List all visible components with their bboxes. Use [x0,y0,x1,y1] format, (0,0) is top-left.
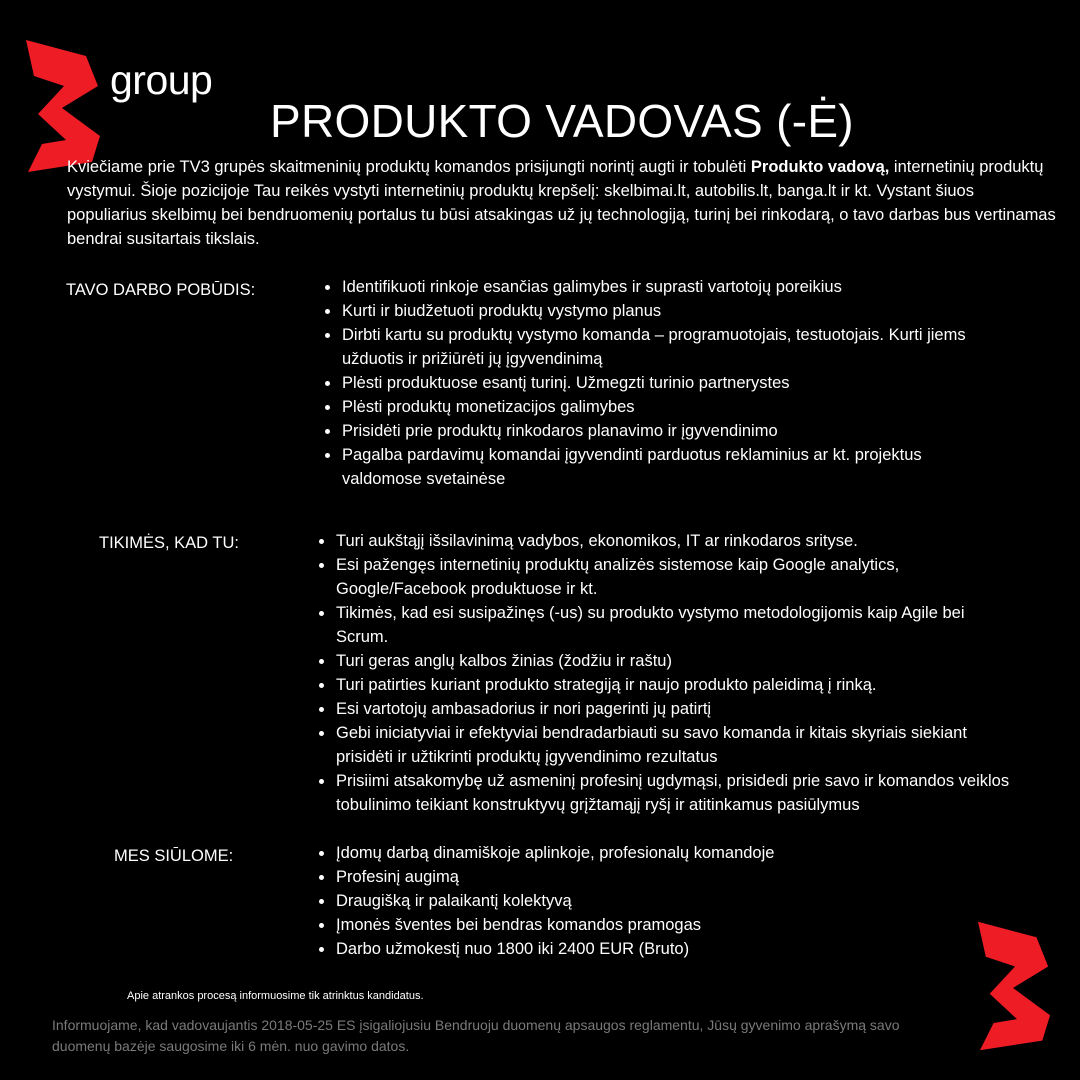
list-item: Draugišką ir palaikantį kolektyvą [316,889,966,913]
selection-note: Apie atrankos procesą informuosime tik atrinktus kandidatus. [127,990,424,1002]
tv3-logo-icon [26,40,104,172]
intro-paragraph [67,155,1057,251]
section-label-duties: TAVO DARBO POBŪDIS: [66,281,256,299]
page-title: PRODUKTO VADOVAS (-Ė) [270,95,854,147]
intro-highlight: Produkto vadovą, [750,158,890,176]
intro-text-end: internetinių produktų vystymui. Šioje pozicijoje Tau reikės vystyti internetinių produktų krepšelį: skelbimai.lt, autobilis.lt, banga.lt ir kt. Vystant šiuos populiarius skelbimų bei bendruomenių portalus tu būsi atsakingas už jų technologiją, turinį bei rinkodarą, o tavo darbas bus vertinamas bendrai susitartais tikslais. [67,158,1056,248]
group-wordmark: group [110,57,213,103]
list-item: Profesinį augimą [316,865,966,889]
intro-text-start: Kviečiame prie TV3 grupės skaitmeninių produktų komandos prisijungti norintį augti ir tobulėti [67,158,751,176]
list-item: Pagalba pardavimų komandai įgyvendinti parduotus reklaminius ar kt. projektus valdomose svetainėse [322,443,972,491]
list-item: Plėsti produktų monetizacijos galimybes [322,395,972,419]
tv3-logo-icon [978,920,1054,1052]
list-item: Įmonės šventes bei bendras komandos pramogas [316,913,966,937]
list-item: Tikimės, kad esi susipažinęs (-us) su produkto vystymo metodologijomis kaip Agile bei Scrum. [316,601,1016,649]
list-item: Darbo užmokestį nuo 1800 iki 2400 EUR (Bruto) [316,937,966,961]
list-item: Kurti ir biudžetuoti produktų vystymo planus [322,299,972,323]
list-item: Turi aukštąjį išsilavinimą vadybos, ekonomikos, IT ar rinkodaros srityse. [316,529,1016,553]
list-item: Prisidėti prie produktų rinkodaros planavimo ir įgyvendinimo [322,419,972,443]
list-item: Turi patirties kuriant produkto strategiją ir naujo produkto paleidimą į rinką. [316,673,1016,697]
duties-list [322,275,972,491]
list-item: Prisiimi atsakomybę už asmeninį profesinį ugdymąsi, prisidedi prie savo ir komandos veiklos tobulinimo teikiant konstruktyvų grįžtamąjį ryšį ir atitinkamus pasiūlymus [316,769,1016,817]
section-label-expectations: TIKIMĖS, KAD TU: [99,534,239,552]
list-item: Plėsti produktuose esantį turinį. Užmegzti turinio partnerystes [322,371,972,395]
list-item: Gebi iniciatyviai ir efektyviai bendradarbiauti su savo komanda ir kitais skyriais siekiant prisidėti ir užtikrinti produktų įgyvendinimo rezultatus [316,721,1016,769]
section-label-offer: MES SIŪLOME: [114,847,234,865]
offer-list [316,841,966,961]
list-item: Esi pažengęs internetinių produktų analizės sistemose kaip Google analytics, Google/Facebook produktuose ir kt. [316,553,1016,601]
expectations-list [316,529,1016,817]
privacy-notice: Informuojame, kad vadovaujantis 2018-05-25 ES įsigaliojusiu Bendruoju duomenų apsaugos reglamentu, Jūsų gyvenimo aprašymą savo duomenų bazėje saugosime iki 6 mėn. nuo gavimo datos. [52,1017,900,1054]
list-item: Dirbti kartu su produktų vystymo komanda – programuotojais, testuotojais. Kurti jiems užduotis ir prižiūrėti jų įgyvendinimą [322,323,972,371]
list-item: Turi geras anglų kalbos žinias (žodžiu ir raštu) [316,649,1016,673]
list-item: Identifikuoti rinkoje esančias galimybes ir suprasti vartotojų poreikius [322,275,972,299]
list-item: Įdomų darbą dinamiškoje aplinkoje, profesionalų komandoje [316,841,966,865]
list-item: Esi vartotojų ambasadorius ir nori pagerinti jų patirtį [316,697,1016,721]
